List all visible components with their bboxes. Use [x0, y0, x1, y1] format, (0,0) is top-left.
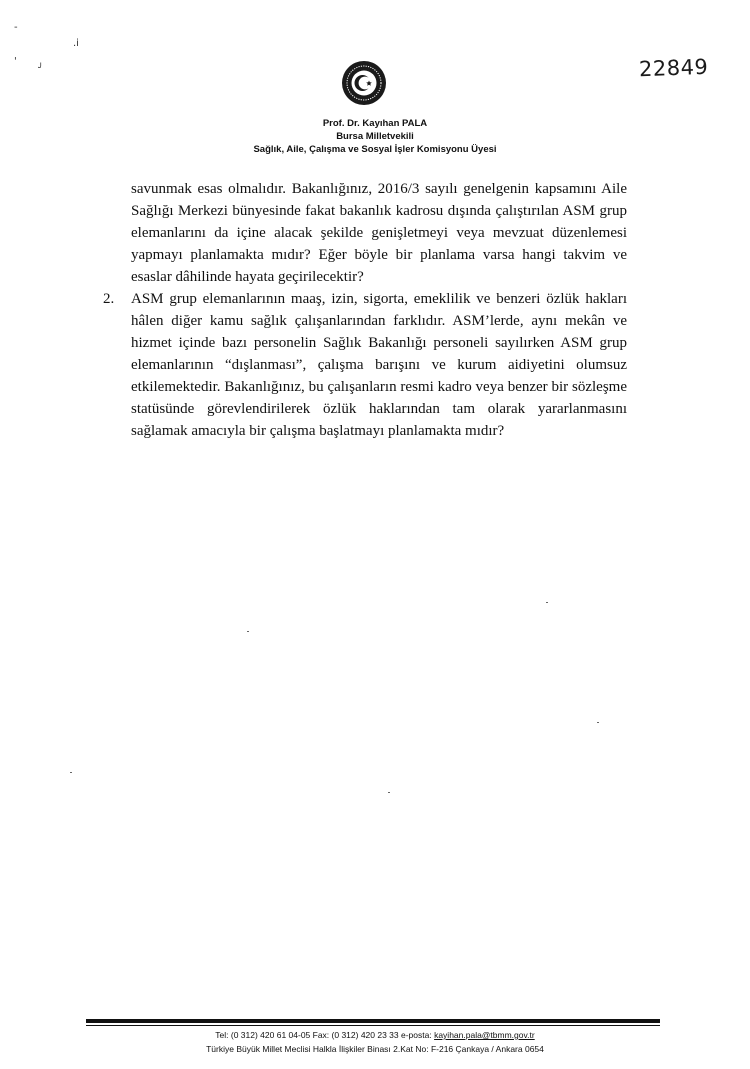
scan-speck	[247, 631, 249, 632]
list-item	[103, 288, 627, 442]
scan-artifact: -	[14, 22, 18, 33]
scan-speck	[388, 792, 390, 793]
footer-contact-text: Tel: (0 312) 420 61 04-05 Fax: (0 312) 420 23 33 e-posta:	[215, 1030, 435, 1040]
footer	[0, 1028, 750, 1056]
scan-speck	[546, 602, 548, 603]
footer-address: Türkiye Büyük Millet Meclisi Halkla İlişkiler Binası 2.Kat No: F-216 Çankaya / Ankara 0654	[206, 1044, 544, 1054]
scan-artifact: '	[14, 56, 17, 67]
list-item-text: ASM grup elemanlarının maaş, izin, sigorta, emeklilik ve benzeri özlük hakları hâlen diğer kamu sağlık çalışanlarından farklıdır. ASM’lerde, aynı mekân ve hizmet içinde bazı personelin Sağlık Bakanlığı personeli sayılırken ASM grup elemanlarının “dışlanması”, çalışma barışını ve kurum aidiyetini olumsuz etkilemektedir. Bakanlığınız, bu çalışanların resmi kadro veya benzer bir sözleşme statüsünde görevlendirilerek özlük haklarından tam olarak yararlanmasını sağlamak amacıyla bir çalışma başlatmayı planlamakta mıdır?	[131, 291, 627, 439]
scan-artifact: ᴊ	[38, 60, 42, 71]
scan-speck	[597, 722, 599, 723]
paragraph-continuation: savunmak esas olmalıdır. Bakanlığınız, 2016/3 sayılı genelgenin kapsamını Aile Sağlığı Merkezi bünyesinde fakat bakanlık kadrosu dışında çalıştırılan ASM grup elemanlarını da içine alacak şekilde genişletmeyi veya mevzuat düzenlemesi yapmayı planlamakta mıdır? Eğer böyle bir planlama varsa hangi takvim ve esaslar dâhilinde hayata geçirilecektir?	[131, 181, 627, 285]
footer-rule-thin	[86, 1025, 660, 1026]
member-name: Prof. Dr. Kayıhan PALA	[322, 118, 428, 129]
tbmm-emblem-icon	[341, 60, 387, 106]
footer-contact	[0, 1028, 750, 1042]
member-role: Bursa Milletvekili	[336, 131, 414, 142]
list-item-number: 2.	[103, 291, 115, 307]
member-committee: Sağlık, Aile, Çalışma ve Sosyal İşler Komisyonu Üyesi	[253, 144, 497, 155]
scan-speck	[70, 772, 72, 773]
letterhead	[0, 117, 750, 156]
scan-artifact: .i	[73, 38, 79, 49]
question-body	[103, 178, 627, 442]
document-number: 22849	[638, 54, 709, 82]
footer-email-link[interactable]: kayihan.pala@tbmm.gov.tr	[434, 1030, 535, 1040]
footer-rule	[86, 1019, 660, 1023]
